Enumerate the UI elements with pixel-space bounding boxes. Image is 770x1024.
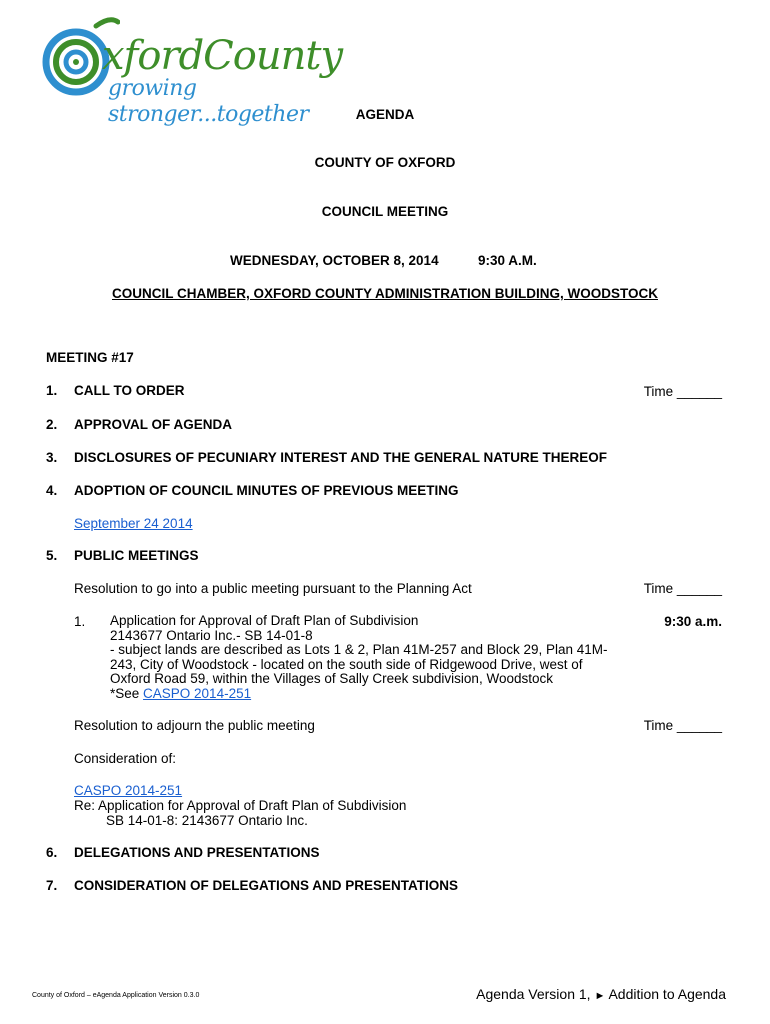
resolution-in-text: Resolution to go into a public meeting pursuant to the Planning Act — [74, 581, 472, 596]
oxford-county-logo — [40, 12, 380, 127]
footer-app-version: County of Oxford – eAgenda Application Version 0.3.0 — [32, 992, 200, 999]
time-blank: Time ______ — [643, 384, 722, 399]
item-number: 1. — [46, 383, 58, 398]
footer-agenda-version — [476, 986, 726, 1004]
minutes-link[interactable]: September 24 2014 — [74, 516, 193, 531]
organization-title: COUNTY OF OXFORD — [314, 155, 456, 170]
item-number: 3. — [46, 450, 58, 465]
consideration-label: Consideration of: — [74, 751, 177, 766]
item-adoption-of-minutes: ADOPTION OF COUNCIL MINUTES OF PREVIOUS MEETING — [74, 483, 459, 498]
triangle-right-icon: ► — [594, 990, 606, 1002]
item-call-to-order: CALL TO ORDER — [74, 383, 185, 398]
sub-item-line: 243, City of Woodstock - located on the south side of Ridgewood Drive, west of — [110, 656, 583, 672]
consideration-re: Re: Application for Approval of Draft Plan of Subdivision — [74, 798, 407, 813]
item-approval-of-agenda: APPROVAL OF AGENDA — [74, 417, 233, 432]
time-blank: Time ______ — [643, 718, 722, 733]
item-public-meetings: PUBLIC MEETINGS — [74, 548, 199, 563]
consideration-re-file: SB 14-01-8: 2143677 Ontario Inc. — [106, 813, 308, 828]
item-delegations: DELEGATIONS AND PRESENTATIONS — [74, 845, 320, 860]
agenda-title: AGENDA — [355, 107, 415, 122]
item-number: 4. — [46, 483, 58, 498]
caspo-report-link[interactable]: CASPO 2014-251 — [74, 783, 183, 798]
item-number: 2. — [46, 417, 58, 432]
logo-tagline: growing stronger...together — [108, 76, 309, 127]
meeting-time: 9:30 A.M. — [478, 253, 537, 268]
time-blank: Time ______ — [643, 581, 722, 596]
item-number: 6. — [46, 845, 58, 860]
logo-name: xfordCounty — [102, 33, 343, 79]
item-number: 7. — [46, 878, 58, 893]
meeting-number: MEETING #17 — [46, 350, 134, 365]
item-consideration-of-delegations: CONSIDERATION OF DELEGATIONS AND PRESENTATIONS — [74, 878, 459, 893]
sub-item-number: 1. — [74, 614, 86, 629]
see-prefix: *See — [110, 685, 144, 701]
meeting-type-title: COUNCIL MEETING — [321, 204, 449, 219]
sub-item-description — [110, 614, 630, 701]
sub-item-line: Application for Approval of Draft Plan of Subdivision — [110, 613, 419, 628]
agenda-version-text: Agenda Version 1, — [476, 986, 591, 1002]
item-disclosures: DISCLOSURES OF PECUNIARY INTEREST AND THE GENERAL NATURE THEREOF — [74, 450, 608, 465]
resolution-out-text: Resolution to adjourn the public meeting — [74, 718, 315, 733]
meeting-location: COUNCIL CHAMBER, OXFORD COUNTY ADMINISTRATION BUILDING, WOODSTOCK — [112, 286, 658, 301]
sub-item-time: 9:30 a.m. — [664, 614, 722, 629]
sub-item-line: 2143677 Ontario Inc.- SB 14-01-8 — [110, 627, 313, 643]
addition-to-agenda-text: Addition to Agenda — [608, 986, 726, 1002]
item-number: 5. — [46, 548, 58, 563]
sub-item-line: Oxford Road 59, within the Villages of Sally Creek subdivision, Woodstock — [110, 671, 553, 686]
meeting-date: WEDNESDAY, OCTOBER 8, 2014 — [230, 253, 439, 268]
sub-item-line: - subject lands are described as Lots 1 & 2, Plan 41M-257 and Block 29, Plan 41M- — [110, 642, 608, 657]
caspo-link[interactable]: CASPO 2014-251 — [143, 685, 252, 701]
see-reference — [110, 687, 630, 702]
